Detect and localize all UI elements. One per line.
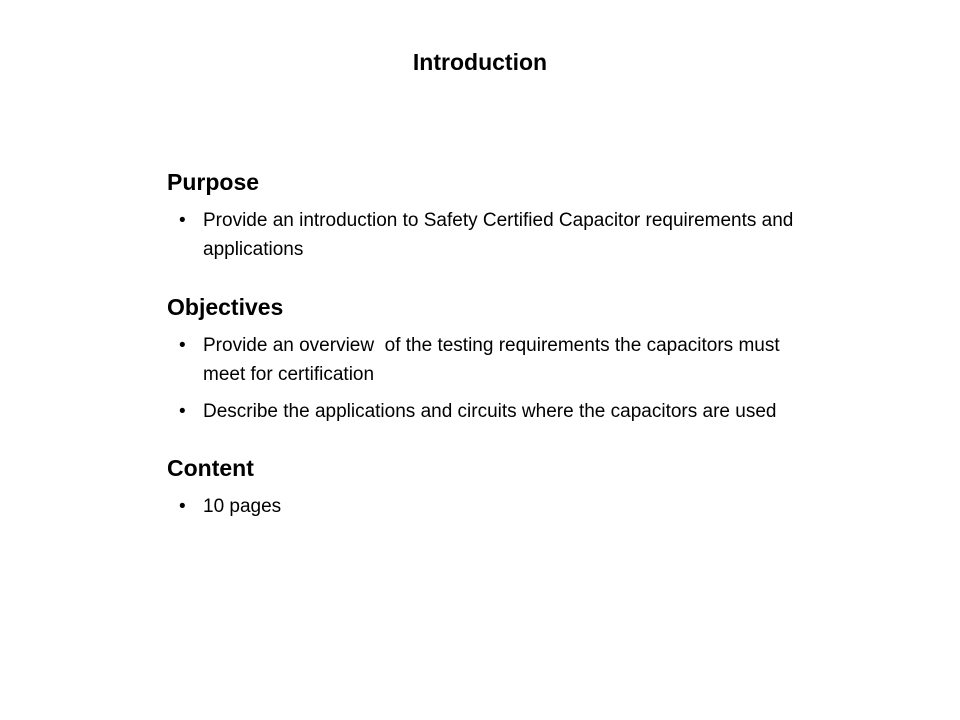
bullet-list-content <box>167 492 807 521</box>
bullet-text: Describe the applications and circuits where the capacitors are used <box>203 401 777 422</box>
bullet-marker: • <box>179 401 186 422</box>
slide-title: Introduction <box>412 49 548 75</box>
bullet-text: Provide an overview of the testing requirements the capacitors must meet for certification <box>203 335 785 385</box>
bullet-item <box>167 206 807 264</box>
bullet-text: 10 pages <box>203 496 282 517</box>
section-purpose <box>167 166 807 264</box>
bullet-list-objectives <box>167 331 807 426</box>
bullet-marker: • <box>179 210 186 231</box>
bullet-marker: • <box>179 335 186 356</box>
section-heading-objectives: Objectives <box>167 294 284 320</box>
section-heading-content: Content <box>167 455 254 481</box>
bullet-text: Provide an introduction to Safety Certified Capacitor requirements and applications <box>203 210 794 260</box>
slide-content <box>167 166 807 529</box>
section-heading-purpose: Purpose <box>167 169 260 195</box>
section-objectives <box>167 291 807 426</box>
section-content <box>167 452 807 521</box>
bullet-item <box>167 397 807 426</box>
bullet-list-purpose <box>167 206 807 264</box>
bullet-item <box>167 331 807 389</box>
bullet-marker: • <box>179 496 186 517</box>
bullet-item <box>167 492 807 521</box>
